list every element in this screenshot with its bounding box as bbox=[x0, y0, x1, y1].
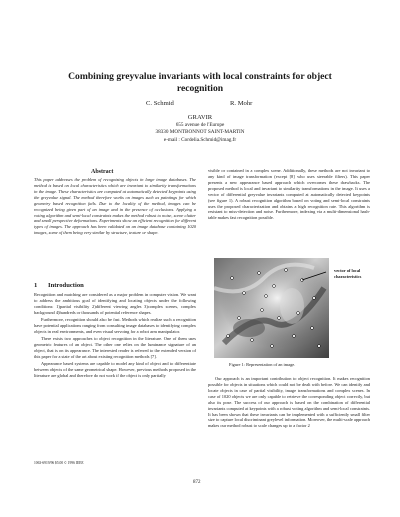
figure-caption: Figure 1: Representation of an image. bbox=[229, 362, 296, 367]
paper-title bbox=[20, 71, 380, 95]
abstract-heading: Abstract bbox=[91, 169, 114, 175]
right-column-bottom bbox=[208, 376, 370, 430]
figure-image bbox=[214, 258, 329, 358]
intro-paragraph-1: Recognition and matching are considered as a major problem in computer vision. We want to address the ambitious goal of identifying and locating objects under the following conditions: 1)partial visibility 2)different viewing angles 3)complex scenes, complex background 4)hundreds or thousands of potential reference shapes. bbox=[34, 292, 196, 315]
right-paragraph-2: Our approach is an important contribution to object recognition. It makes recognition possible for objects in situations which could not be dealt with before. We can identify and locate objects in case of partial visibility, image transformations and complex scenes. In case of 1020 objects we are only capable to retrieve the corresponding object correctly, but also its pose. The success of our approach is based on the combination of differential invariants computed at keypoints with a robust voting algorithm and semi-local constraints. It has been shown that these invariants can be implemented with a sufficiently small filter size to capture local discriminant greylevel information. Moreover, the multi-scale approach makes our method robust to scale changes up to a factor 2 bbox=[208, 376, 370, 429]
author-2: R. Mohr bbox=[230, 100, 253, 107]
abstract-text bbox=[34, 177, 196, 237]
title-line-1: Combining greyvalue invariants with local constraints for object bbox=[68, 71, 332, 82]
address-line-1: 655 avenue de l'Europe bbox=[175, 122, 225, 128]
figure-annotation: vector of local characteristics bbox=[334, 268, 362, 279]
intro-paragraph-3: There exists two approaches to object recognition in the literature. One of them uses geometric features of an object. The other one relies on the luminance signature of an object, that is on its appearance. The interested reader is referred to the extended version of this paper for a state of the art about existing recognition methods [7]. bbox=[34, 335, 196, 359]
section-heading bbox=[34, 282, 84, 289]
intro-paragraph-4: Appearance based systems are capable to model any kind of object and to differentiate between objects of the same geometrical shape. However, previous methods proposed in the literature are global and therefore do not work if the object is only partially bbox=[34, 360, 196, 378]
abstract-paragraph: This paper addresses the problem of recognizing objects in large image databases. The method is based on local characteristics which are invariant to similarity transformations in the image. These characteristics are computed at automatically detected keypoints using the greyvalue signal. The method therefore works on images such as paintings for which geometry based recognition fails. Due to the locality of the method, images can be recognized being given part of an image and in the presence of occlusions. Applying a voting algorithm and semi-local constraints makes the method robust to noise, scene clutter and small perspective deformations. Experiments show an efficient recognition for different types of images. The approach has been validated on an image database containing 1020 images, some of them being very similar by structure, texture or shape. bbox=[34, 177, 196, 236]
address-line-2: 38330 MONTBONNOT SAINT-MARTIN bbox=[155, 129, 245, 136]
author-1: C. Schmid bbox=[146, 100, 174, 107]
section-number: 1 bbox=[34, 282, 38, 289]
intro-paragraph-2: Furthermore, recognition should also be fast. Methods which realize such a recognition have potential applications ranging from consulting image databases to identifying complex objects in real environments, and even visual servoing for a robot arm manipulator. bbox=[34, 316, 196, 334]
keypoint-image-illustration bbox=[214, 258, 329, 358]
email-line: e-mail : Cordelia.Schmid@imag.fr bbox=[163, 136, 237, 143]
right-column-top bbox=[208, 168, 370, 222]
right-paragraph-1: visible or contained in a complex scene. Additionally, these methods are not invariant to any kind of image transformation (except [8] who uses steerable filters). This paper presents a new appearance based approach which overcomes these drawbacks. The proposed method is local and invariant to similarity transformations in the image. It uses a vector of differential greyvalue invariants computed at automatically detected keypoints (see figure 1). A robust recognition algorithm based on voting and semi-local constraints uses the proposed characterization and obtains a high recognition rate. This algorithm is resistant to miss-detection and noise. Furthermore, indexing via a multi-dimensional hash-table makes fast recognition possible. bbox=[208, 168, 370, 221]
page-number: 872 bbox=[193, 480, 201, 485]
copyright-footer: 1063-6919/96 $5.00 © 1996 IEEE bbox=[34, 461, 84, 465]
lab-name: GRAVIR bbox=[187, 114, 213, 121]
intro-column bbox=[34, 292, 196, 380]
title-line-2: recognition bbox=[176, 83, 224, 94]
affiliation bbox=[100, 113, 300, 144]
section-title: Introduction bbox=[48, 282, 84, 289]
